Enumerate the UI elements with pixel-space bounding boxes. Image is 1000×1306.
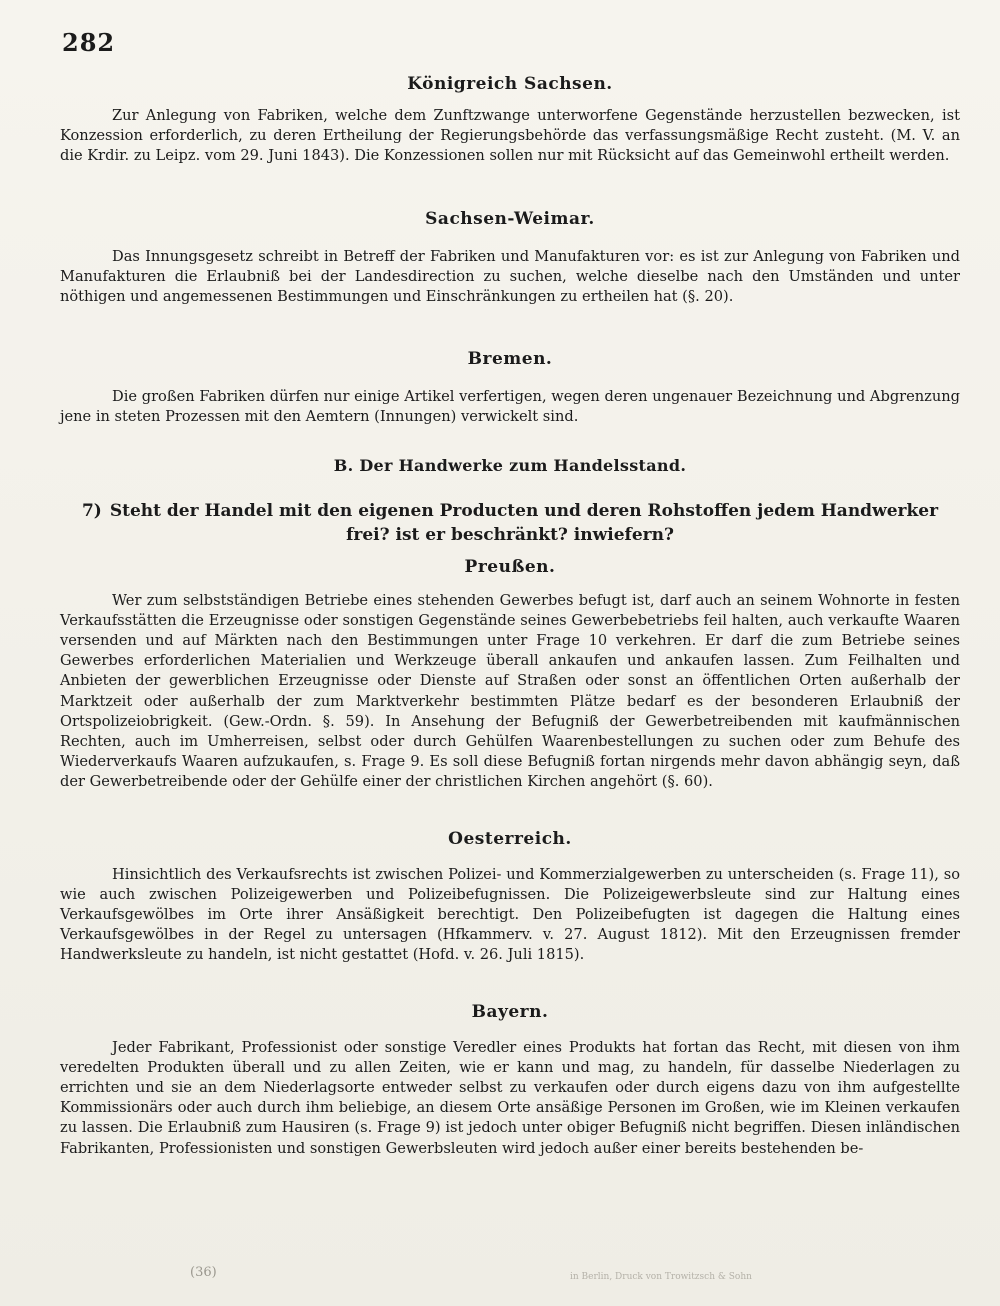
subsection-title: B. Der Handwerke zum Handelsstand. xyxy=(333,455,687,475)
paragraph-oesterreich: Hinsichtlich des Verkaufsrechts ist zwischen Polizei- und Kommerzialgewerben zu unterscheiden (s. Frage 11), so wie auch zwischen Polizeigewerben und Polizeibefugnissen. Die Polizeigewerbsleute sind zur Haltung eines Verkaufsgewölbes im Orte ihrer Ansäßigkeit berechtigt. Den Polizeibefugten ist dagegen die Haltung eines Verkaufsgewölbes in der Regel zu untersagen (Hfkammerv. v. 27. August 1812). Mit den Erzeugnissen fremder Handwerksleute zu handeln, ist nicht gestattet (Hofd. v. 26. Juli 1815). xyxy=(60,865,960,964)
paragraph-koenigreich-sachsen: Zur Anlegung von Fabriken, welche dem Zunftzwange unterworfene Gegenstände herzustellen bezwecken, ist Konzession erforderlich, zu deren Ertheilung der Regierungsbehörde das verfassungsmäßige Recht zusteht. (M. V. an die Krdir. zu Leipz. vom 29. Juni 1843). Die Konzessionen sollen nur mit Rücksicht auf das Gemeinwohl ertheilt werden. xyxy=(60,107,960,165)
question-number: 7) xyxy=(81,500,102,521)
question-text: Steht der Handel mit den eigenen Producten und deren Rohstoffen jedem Handwerker frei? ist er beschränkt? inwiefern? xyxy=(109,500,939,545)
footer-printer-note: in Berlin, Druck von Trowitzsch & Sohn xyxy=(570,1272,752,1282)
heading-sachsen-weimar: Sachsen-Weimar. xyxy=(425,208,595,229)
paragraph-sachsen-weimar: Das Innungsgesetz schreibt in Betreff der Fabriken und Manufakturen vor: es ist zur Anlegung von Fabriken und Manufakturen die Erlaubniß bei der Landesdirection zu suchen, welche dieselbe nach den Umständen und unter nöthigen und angemessenen Bestimmungen und Einschränkungen zu ertheilen hat (§. 20). xyxy=(60,247,960,306)
heading-bremen: Bremen. xyxy=(467,349,553,370)
heading-koenigreich-sachsen: Königreich Sachsen. xyxy=(407,74,613,94)
paragraph-bayern: Jeder Fabrikant, Professionist oder sonstige Veredler eines Produkts hat fortan das Recht, mit diesen von ihm veredelten Produkten überall und zu allen Zeiten, wie er kann und mag, zu handeln, für dasselbe Niederlagen zu errichten und sie an dem Niederlagsorte entweder selbst zu verkaufen oder durch eigens dazu von ihm aufgestellte Kommissionärs oder auch durch ihm beliebige, an diesem Orte ansäßige Personen im Großen, wie im Kleinen verkaufen zu lassen. Die Erlaubniß zum Hausiren (s. Frage 9) ist jedoch unter obiger Befugniß nicht begriffen. Diesen inländischen Fabrikanten, Professionisten und sonstigen Gewerbsleuten wird jedoch außer einer bereits bestehenden be- xyxy=(60,1038,960,1157)
paragraph-bremen: Die großen Fabriken dürfen nur einige Artikel verfertigen, wegen deren ungenauer Bezeichnung und Abgrenzung jene in steten Prozessen mit den Aemtern (Innungen) verwickelt sind. xyxy=(60,388,960,426)
page-number: 282 xyxy=(62,28,116,57)
heading-bayern: Bayern. xyxy=(471,1001,549,1022)
paragraph-preussen: Wer zum selbstständigen Betriebe eines stehenden Gewerbes befugt ist, darf auch an seinem Wohnorte in festen Verkaufsstätten die Erzeugnisse oder sonstigen Gegenstände seines Gewerbebetriebs feil halten, auch verkaufte Waaren versenden und auf Märkten nach den Bestimmungen unter Frage 10 verkehren. Er darf die zum Betriebe seines Gewerbes erforderlichen Materialien und Werkzeuge überall ankaufen und ankaufen lassen. Zum Feilhalten und Anbieten der gewerblichen Erzeugnisse oder Dienste auf Straßen oder sonst an öffentlichen Orten außerhalb der Marktzeit oder außerhalb der zum Marktverkehr bestimmten Plätze bedarf es der besonderen Erlaubniß der Ortspolizeiobrigkeit. (Gew.-Ordn. §. 59). In Ansehung der Befugniß der Gewerbetreibenden mit kaufmännischen Rechten, auch im Umherreisen, selbst oder durch Gehülfen Waarenbestellungen zu suchen oder zum Behufe des Wiederverkaufs Waaren aufzukaufen, s. Frage 9. Es soll diese Befugniß fortan nirgends mehr davon abhängig seyn, daß der Gewerbetreibende oder der Gehülfe einer der christlichen Kirchen angehört (§. 60). xyxy=(60,591,960,791)
page-content xyxy=(60,70,960,1159)
heading-preussen: Preußen. xyxy=(464,556,556,577)
heading-oesterreich: Oesterreich. xyxy=(448,828,572,849)
footer-signature: (36) xyxy=(190,1265,217,1280)
question-7 xyxy=(60,499,960,547)
